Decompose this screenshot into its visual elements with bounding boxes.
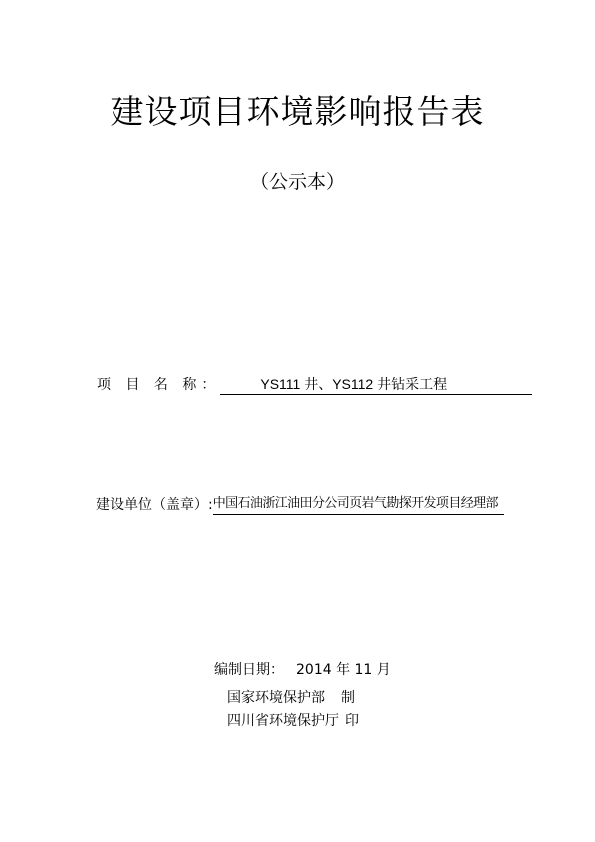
project-name-row	[97, 374, 532, 395]
issuer-suffix: 制	[341, 690, 355, 706]
issuer-name: 四川省环境保护厅	[227, 713, 339, 729]
project-name-label: 项 目 名 称：	[97, 377, 221, 393]
compile-date-value: 2014 年 11 月	[296, 662, 391, 678]
construction-unit-label: 建设单位（盖章）:	[96, 497, 213, 513]
construction-unit-row	[96, 494, 504, 515]
document-subtitle: （公示本）	[249, 171, 345, 193]
issuer-suffix: 印	[345, 713, 359, 729]
issuer-line-province	[227, 711, 359, 731]
issuer-line-ministry	[227, 688, 355, 708]
construction-unit-value: 中国石油浙江油田分公司页岩气勘探开发项目经理部	[213, 494, 504, 515]
project-name-value: YS111 井、YS112 井钻采工程	[220, 374, 532, 395]
document-title: 建设项目环境影响报告表	[110, 92, 485, 131]
compile-date-row	[214, 660, 391, 680]
issuer-name: 国家环境保护部	[227, 690, 325, 706]
compile-date-label: 编制日期：	[214, 662, 284, 678]
